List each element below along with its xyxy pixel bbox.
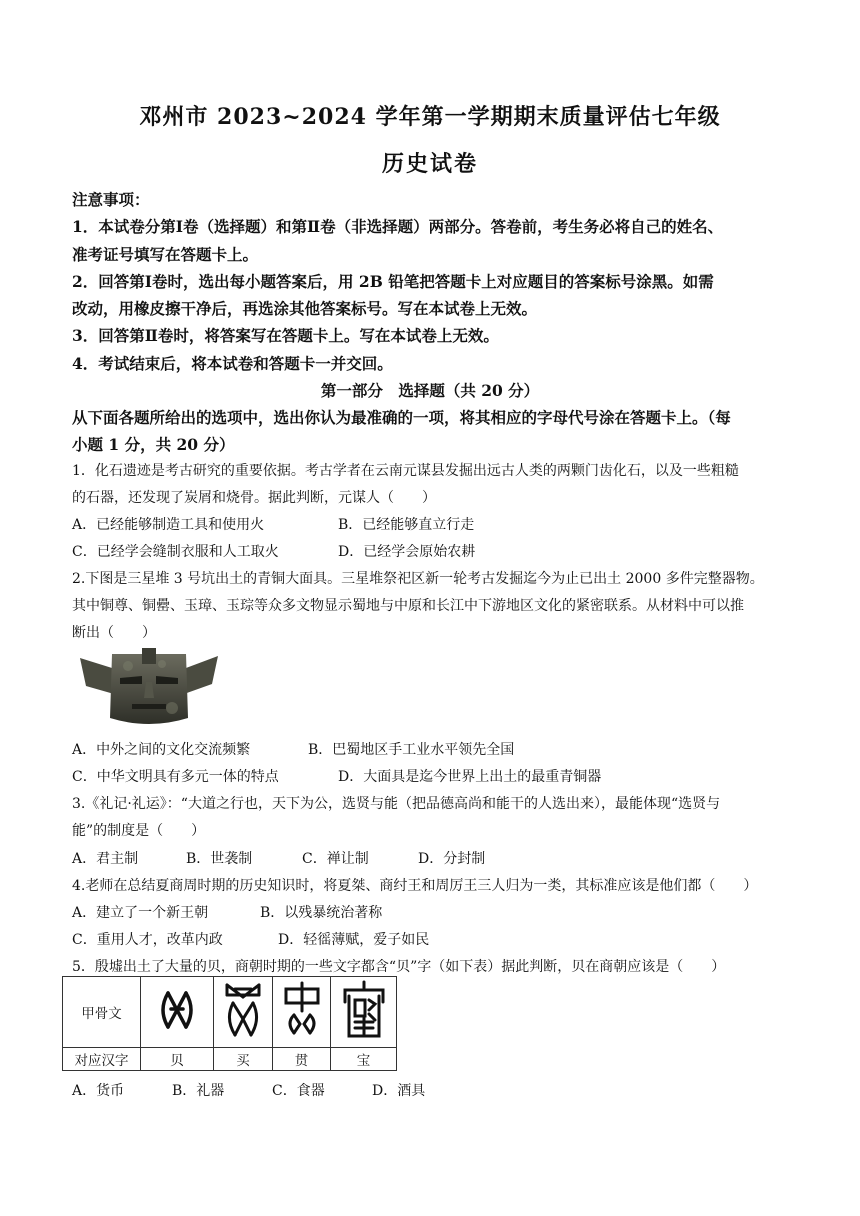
oracle-glyph-mai-icon (221, 981, 265, 1039)
oracle-char: 贝 (141, 1048, 214, 1071)
oracle-glyph-bao-icon (339, 980, 389, 1040)
option-d[interactable]: D．酒具 (372, 1083, 426, 1099)
option-c[interactable]: C．已经学会缝制衣服和人工取火 (72, 544, 279, 560)
notes-heading: 注意事项： (72, 190, 150, 209)
option-d[interactable]: D．轻徭薄赋，爱子如民 (278, 932, 430, 948)
notes-line: 准考证号填写在答题卡上。 (72, 245, 259, 264)
option-a[interactable]: A．建立了一个新王朝 (72, 905, 209, 921)
option-a[interactable]: A．货币 (72, 1083, 125, 1099)
option-c[interactable]: C．食器 (272, 1083, 325, 1099)
option-a[interactable]: A．已经能够制造工具和使用火 (72, 517, 265, 533)
section-instructions: 小题 1 分，共 20 分） (72, 435, 235, 454)
oracle-char: 宝 (331, 1048, 397, 1071)
option-c[interactable]: C．中华文明具有多元一体的特点 (72, 769, 279, 785)
oracle-row-label: 对应汉字 (63, 1048, 141, 1071)
option-c[interactable]: C．禅让制 (302, 851, 369, 867)
option-c[interactable]: C．重用人才，改革内政 (72, 932, 223, 948)
notes-line: 4．考试结束后，将本试卷和答题卡一并交回。 (72, 354, 393, 373)
option-a[interactable]: A．君主制 (72, 851, 139, 867)
option-a[interactable]: A．中外之间的文化交流频繁 (72, 742, 251, 758)
notes-line: 1．本试卷分第Ⅰ卷（选择题）和第Ⅱ卷（非选择题）两部分。答卷前，考生务必将自己的姓名、 (72, 217, 724, 236)
question-5-stem: 5．殷墟出土了大量的贝，商朝时期的一些文字都含“贝”字（如下表）据此判断，贝在商朝应该是（ ） (72, 959, 726, 975)
question-2-stem: 其中铜尊、铜罍、玉璋、玉琮等众多文物显示蜀地与中原和长江中下游地区文化的紧密联系。从材料中可以推 (72, 598, 744, 614)
notes-line: 3．回答第Ⅱ卷时，将答案写在答题卡上。写在本试卷上无效。 (72, 326, 499, 345)
option-d[interactable]: D．分封制 (418, 851, 486, 867)
exam-title: 邓州市 2023~2024 学年第一学期期末质量评估七年级 (139, 104, 721, 130)
oracle-glyph-guan-icon (280, 981, 324, 1039)
oracle-char: 买 (214, 1048, 273, 1071)
question-3-stem: 能”的制度是（ ） (72, 823, 206, 839)
oracle-glyph-bei-icon (152, 985, 202, 1035)
option-b[interactable]: B．礼器 (172, 1083, 225, 1099)
question-1-stem: 的石器，还发现了炭屑和烧骨。据此判断，元谋人（ ） (72, 490, 436, 506)
option-b[interactable]: B．世袭制 (186, 851, 253, 867)
notes-line: 改动，用橡皮擦干净后，再选涂其他答案标号。写在本试卷上无效。 (72, 299, 538, 318)
oracle-char: 贯 (273, 1048, 331, 1071)
question-3-stem: 3.《礼记·礼运》：“大道之行也，天下为公，选贤与能（把品德高尚和能干的人选出来），最能体现“选贤与 (72, 796, 721, 812)
option-b[interactable]: B．以残暴统治著称 (260, 905, 383, 921)
question-2-stem: 断出（ ） (72, 625, 156, 641)
oracle-glyph-guan (273, 977, 331, 1048)
question-4-stem: 4.老师在总结夏商周时期的历史知识时，将夏桀、商纣王和周厉王三人归为一类，其标准应该是他们都（ ） (72, 878, 758, 894)
oracle-glyph-bei (141, 977, 214, 1048)
section-title: 第一部分 选择题（共 20 分） (320, 381, 540, 400)
question-1-stem: 1．化石遗迹是考古研究的重要依据。考古学者在云南元谋县发掘出远古人类的两颗门齿化石，以及一些粗糙 (72, 463, 739, 479)
question-2-stem: 2.下图是三星堆 3 号坑出土的青铜大面具。三星堆祭祀区新一轮考古发掘迄今为止已出土 2000 多件完整器物。 (72, 571, 764, 587)
oracle-glyph-bao (331, 977, 397, 1048)
exam-subtitle: 历史试卷 (381, 151, 478, 177)
section-instructions: 从下面各题所给出的选项中，选出你认为最准确的一项，将其相应的字母代号涂在答题卡上。（每 (72, 408, 731, 427)
bronze-mask-image (72, 646, 226, 730)
oracle-bone-table (62, 976, 397, 1071)
option-b[interactable]: B．巴蜀地区手工业水平领先全国 (308, 742, 515, 758)
notes-line: 2．回答第Ⅰ卷时，选出每小题答案后，用 2B 铅笔把答题卡上对应题目的答案标号涂黑。如需 (72, 272, 714, 291)
option-b[interactable]: B．已经能够直立行走 (338, 517, 475, 533)
oracle-glyph-mai (214, 977, 273, 1048)
oracle-row-label: 甲骨文 (63, 977, 141, 1048)
option-d[interactable]: D．已经学会原始农耕 (338, 544, 476, 560)
option-d[interactable]: D．大面具是迄今世界上出土的最重青铜器 (338, 769, 602, 785)
